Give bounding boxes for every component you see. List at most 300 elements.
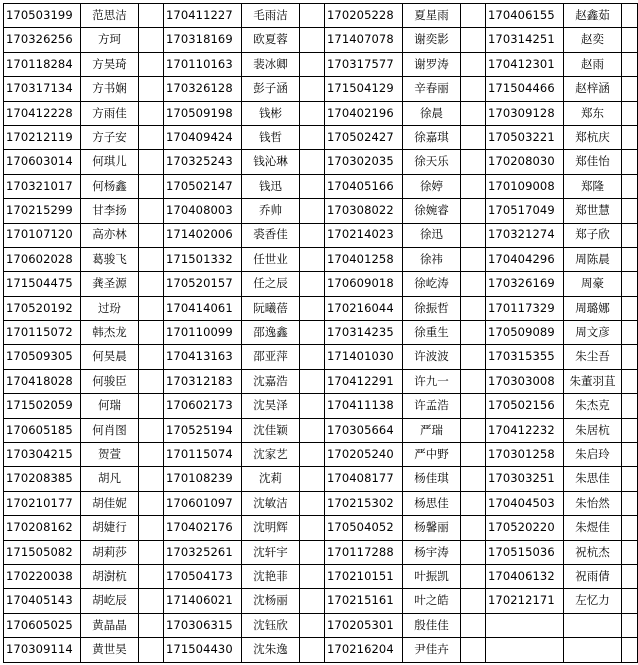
student-id-cell: 170509089 [486, 321, 564, 345]
student-name-cell: 辛春丽 [403, 77, 461, 101]
student-name-cell: 彭子涵 [242, 77, 300, 101]
student-id-cell: 170401258 [325, 247, 403, 271]
student-name-cell: 方雨佳 [81, 101, 139, 125]
student-name-cell [564, 638, 622, 662]
student-id-cell: 171504129 [325, 77, 403, 101]
student-name-cell: 朱尘吾 [564, 345, 622, 369]
blank-mark-cell [300, 369, 325, 393]
student-name-cell: 朱杰克 [564, 394, 622, 418]
blank-mark-cell [300, 418, 325, 442]
student-id-cell: 170301258 [486, 443, 564, 467]
student-id-cell: 170205301 [325, 613, 403, 637]
table-row [4, 150, 638, 174]
student-id-cell: 170212171 [486, 589, 564, 613]
student-id-cell: 170406155 [486, 4, 564, 28]
student-id-cell: 170210151 [325, 564, 403, 588]
student-id-cell: 170315355 [486, 345, 564, 369]
blank-mark-cell [139, 223, 164, 247]
blank-mark-cell [461, 369, 486, 393]
student-name-cell: 何琪儿 [81, 150, 139, 174]
student-id-cell: 170515036 [486, 540, 564, 564]
blank-mark-cell [622, 491, 638, 515]
student-name-cell: 郑子欣 [564, 223, 622, 247]
blank-mark-cell [622, 613, 638, 637]
student-name-cell: 徐重生 [403, 321, 461, 345]
table-row [4, 491, 638, 515]
student-id-cell: 170609018 [325, 272, 403, 296]
table-row [4, 345, 638, 369]
student-id-cell: 170517049 [486, 199, 564, 223]
blank-mark-cell [622, 174, 638, 198]
student-name-cell: 沈家艺 [242, 443, 300, 467]
student-id-cell: 170205228 [325, 4, 403, 28]
student-name-cell: 沈朱逸 [242, 638, 300, 662]
blank-mark-cell [139, 564, 164, 588]
student-id-cell: 170502156 [486, 394, 564, 418]
table-row [4, 638, 638, 662]
student-name-cell: 赵鑫茹 [564, 4, 622, 28]
blank-mark-cell [300, 394, 325, 418]
blank-mark-cell [300, 199, 325, 223]
blank-mark-cell [139, 247, 164, 271]
student-id-cell: 170210177 [4, 491, 81, 515]
student-id-cell: 170503221 [486, 125, 564, 149]
student-name-cell: 杨佳琪 [403, 467, 461, 491]
student-name-cell: 邵逸鑫 [242, 321, 300, 345]
student-id-cell: 171501332 [164, 247, 242, 271]
table-row [4, 272, 638, 296]
blank-mark-cell [461, 4, 486, 28]
blank-mark-cell [461, 199, 486, 223]
blank-mark-cell [622, 247, 638, 271]
student-name-cell: 何昊晨 [81, 345, 139, 369]
table-row [4, 443, 638, 467]
student-id-cell: 170325243 [164, 150, 242, 174]
student-name-cell: 钱沁琳 [242, 150, 300, 174]
blank-mark-cell [139, 369, 164, 393]
table-row [4, 418, 638, 442]
student-name-cell: 严中野 [403, 443, 461, 467]
student-name-cell: 祝杭杰 [564, 540, 622, 564]
student-name-cell: 沈敏洁 [242, 491, 300, 515]
blank-mark-cell [461, 223, 486, 247]
student-id-cell: 170502427 [325, 125, 403, 149]
blank-mark-cell [300, 125, 325, 149]
blank-mark-cell [461, 125, 486, 149]
table-row [4, 467, 638, 491]
blank-mark-cell [139, 321, 164, 345]
student-id-cell: 170208030 [486, 150, 564, 174]
student-name-cell: 郑佳怡 [564, 150, 622, 174]
blank-mark-cell [461, 589, 486, 613]
student-id-cell: 170115072 [4, 321, 81, 345]
student-id-cell: 170314235 [325, 321, 403, 345]
student-id-cell: 170308022 [325, 199, 403, 223]
blank-mark-cell [622, 223, 638, 247]
blank-mark-cell [622, 369, 638, 393]
blank-mark-cell [300, 345, 325, 369]
blank-mark-cell [622, 28, 638, 52]
student-name-cell: 沈轩宇 [242, 540, 300, 564]
student-name-cell: 朱居杭 [564, 418, 622, 442]
blank-mark-cell [300, 613, 325, 637]
student-id-cell: 170305664 [325, 418, 403, 442]
blank-mark-cell [139, 77, 164, 101]
student-name-cell: 黄世昊 [81, 638, 139, 662]
blank-mark-cell [622, 467, 638, 491]
blank-mark-cell [461, 272, 486, 296]
blank-mark-cell [139, 638, 164, 662]
student-name-cell: 贺萱 [81, 443, 139, 467]
blank-mark-cell [300, 272, 325, 296]
blank-mark-cell [622, 4, 638, 28]
blank-mark-cell [300, 4, 325, 28]
student-name-cell: 谢奕影 [403, 28, 461, 52]
student-id-cell: 170402176 [164, 516, 242, 540]
table-row [4, 516, 638, 540]
blank-mark-cell [461, 28, 486, 52]
student-id-cell: 170402196 [325, 101, 403, 125]
student-id-cell: 170412291 [325, 369, 403, 393]
student-name-cell: 裴冰卿 [242, 52, 300, 76]
student-name-cell: 胡婕行 [81, 516, 139, 540]
student-name-cell: 徐婷 [403, 174, 461, 198]
blank-mark-cell [461, 247, 486, 271]
student-id-cell: 171504466 [486, 77, 564, 101]
student-id-cell: 170216204 [325, 638, 403, 662]
table-row [4, 369, 638, 393]
student-id-cell: 170414061 [164, 296, 242, 320]
student-id-cell: 170405143 [4, 589, 81, 613]
blank-mark-cell [139, 589, 164, 613]
student-id-cell: 170117288 [325, 540, 403, 564]
table-row [4, 223, 638, 247]
student-id-cell: 170117329 [486, 296, 564, 320]
student-id-cell: 170304215 [4, 443, 81, 467]
blank-mark-cell [300, 467, 325, 491]
student-name-cell: 徐屹涛 [403, 272, 461, 296]
student-id-cell: 171402006 [164, 223, 242, 247]
blank-mark-cell [139, 613, 164, 637]
student-name-cell: 朱思佳 [564, 467, 622, 491]
student-name-cell: 尹佳卉 [403, 638, 461, 662]
blank-mark-cell [300, 77, 325, 101]
blank-mark-cell [461, 345, 486, 369]
blank-mark-cell [139, 467, 164, 491]
blank-mark-cell [622, 394, 638, 418]
student-name-cell: 徐婉睿 [403, 199, 461, 223]
blank-mark-cell [622, 345, 638, 369]
blank-mark-cell [622, 101, 638, 125]
student-id-cell: 171407078 [325, 28, 403, 52]
blank-mark-cell [622, 638, 638, 662]
table-row [4, 28, 638, 52]
student-id-cell: 170503199 [4, 4, 81, 28]
student-id-cell: 170405166 [325, 174, 403, 198]
blank-mark-cell [461, 516, 486, 540]
student-id-cell: 170309114 [4, 638, 81, 662]
student-id-cell: 170205240 [325, 443, 403, 467]
student-id-cell: 170602173 [164, 394, 242, 418]
student-name-cell: 胡澍杭 [81, 564, 139, 588]
student-name-cell: 沈莉 [242, 467, 300, 491]
student-name-cell: 沈杨丽 [242, 589, 300, 613]
student-id-cell: 170605025 [4, 613, 81, 637]
student-id-cell: 170208162 [4, 516, 81, 540]
student-name-cell: 沈艳菲 [242, 564, 300, 588]
student-name-cell: 叶振凯 [403, 564, 461, 588]
table-row [4, 101, 638, 125]
blank-mark-cell [300, 540, 325, 564]
student-name-cell: 周璐娜 [564, 296, 622, 320]
table-row [4, 589, 638, 613]
student-id-cell: 170318169 [164, 28, 242, 52]
blank-mark-cell [622, 516, 638, 540]
student-name-cell: 方珂 [81, 28, 139, 52]
table-row [4, 613, 638, 637]
student-id-cell: 170115074 [164, 443, 242, 467]
student-name-cell: 郑隆 [564, 174, 622, 198]
student-id-cell: 170118284 [4, 52, 81, 76]
student-id-cell: 170326169 [486, 272, 564, 296]
student-id-cell: 170326128 [164, 77, 242, 101]
student-id-cell: 171504430 [164, 638, 242, 662]
student-name-cell: 裘香佳 [242, 223, 300, 247]
student-name-cell: 许九一 [403, 369, 461, 393]
student-name-cell: 郑东 [564, 101, 622, 125]
student-id-cell: 170520192 [4, 296, 81, 320]
blank-mark-cell [461, 150, 486, 174]
table-row [4, 247, 638, 271]
student-id-cell: 170411138 [325, 394, 403, 418]
blank-mark-cell [461, 394, 486, 418]
blank-mark-cell [139, 52, 164, 76]
student-name-cell: 赵梓涵 [564, 77, 622, 101]
student-name-cell: 杨宇涛 [403, 540, 461, 564]
blank-mark-cell [139, 28, 164, 52]
blank-mark-cell [139, 516, 164, 540]
student-id-cell: 170215299 [4, 199, 81, 223]
student-name-cell: 谢罗涛 [403, 52, 461, 76]
blank-mark-cell [622, 272, 638, 296]
student-id-cell: 170302035 [325, 150, 403, 174]
student-name-cell: 沈嘉浩 [242, 369, 300, 393]
student-id-cell: 170108239 [164, 467, 242, 491]
student-id-cell: 171505082 [4, 540, 81, 564]
blank-mark-cell [300, 247, 325, 271]
student-id-cell: 170412232 [486, 418, 564, 442]
student-name-cell: 周陈晨 [564, 247, 622, 271]
blank-mark-cell [622, 77, 638, 101]
student-name-cell: 徐嘉琪 [403, 125, 461, 149]
student-id-cell: 170303008 [486, 369, 564, 393]
table-row [4, 321, 638, 345]
student-name-cell: 邵亚萍 [242, 345, 300, 369]
table-row [4, 564, 638, 588]
student-name-cell [564, 613, 622, 637]
student-name-cell: 郑世慧 [564, 199, 622, 223]
student-name-cell: 何骏臣 [81, 369, 139, 393]
student-id-cell: 170321274 [486, 223, 564, 247]
blank-mark-cell [300, 150, 325, 174]
blank-mark-cell [622, 321, 638, 345]
student-name-cell: 钱彬 [242, 101, 300, 125]
student-id-cell: 170601097 [164, 491, 242, 515]
blank-mark-cell [300, 174, 325, 198]
student-name-cell: 甘李扬 [81, 199, 139, 223]
table-row [4, 540, 638, 564]
student-name-cell: 方子安 [81, 125, 139, 149]
student-name-cell: 何肖图 [81, 418, 139, 442]
blank-mark-cell [622, 125, 638, 149]
student-name-cell: 赵雨 [564, 52, 622, 76]
student-name-cell: 龚圣源 [81, 272, 139, 296]
blank-mark-cell [139, 174, 164, 198]
student-name-cell: 杨思佳 [403, 491, 461, 515]
blank-mark-cell [461, 467, 486, 491]
student-name-cell: 赵奕 [564, 28, 622, 52]
blank-mark-cell [622, 540, 638, 564]
table-row [4, 296, 638, 320]
student-id-cell: 170520157 [164, 272, 242, 296]
blank-mark-cell [139, 125, 164, 149]
blank-mark-cell [461, 52, 486, 76]
blank-mark-cell [461, 418, 486, 442]
student-id-cell: 170509305 [4, 345, 81, 369]
student-id-cell: 170413163 [164, 345, 242, 369]
blank-mark-cell [461, 321, 486, 345]
student-id-cell: 170404503 [486, 491, 564, 515]
student-name-cell: 何瑞 [81, 394, 139, 418]
student-name-cell: 胡凡 [81, 467, 139, 491]
blank-mark-cell [139, 394, 164, 418]
student-name-cell: 徐迅 [403, 223, 461, 247]
student-name-cell: 徐振哲 [403, 296, 461, 320]
table-row [4, 52, 638, 76]
student-name-cell: 沈昊泽 [242, 394, 300, 418]
blank-mark-cell [139, 345, 164, 369]
student-name-cell: 高亦林 [81, 223, 139, 247]
student-id-cell: 170418028 [4, 369, 81, 393]
blank-mark-cell [622, 443, 638, 467]
student-id-cell: 170317577 [325, 52, 403, 76]
student-id-cell: 170509198 [164, 101, 242, 125]
blank-mark-cell [461, 638, 486, 662]
student-name-cell: 叶之皓 [403, 589, 461, 613]
student-id-cell: 170605185 [4, 418, 81, 442]
student-id-cell: 170602028 [4, 247, 81, 271]
blank-mark-cell [300, 443, 325, 467]
student-id-cell: 170525194 [164, 418, 242, 442]
student-name-cell: 葛骏飞 [81, 247, 139, 271]
student-id-cell: 170214023 [325, 223, 403, 247]
blank-mark-cell [300, 516, 325, 540]
blank-mark-cell [461, 613, 486, 637]
blank-mark-cell [300, 589, 325, 613]
blank-mark-cell [300, 223, 325, 247]
student-id-cell [486, 613, 564, 637]
blank-mark-cell [300, 101, 325, 125]
blank-mark-cell [139, 540, 164, 564]
student-name-cell: 严瑞 [403, 418, 461, 442]
blank-mark-cell [622, 589, 638, 613]
student-name-cell: 徐祎 [403, 247, 461, 271]
blank-mark-cell [461, 174, 486, 198]
student-id-cell: 170309128 [486, 101, 564, 125]
student-name-cell: 左忆力 [564, 589, 622, 613]
student-name-cell: 过玢 [81, 296, 139, 320]
student-id-cell: 170520220 [486, 516, 564, 540]
student-id-cell: 170412301 [486, 52, 564, 76]
blank-mark-cell [139, 199, 164, 223]
student-name-cell: 沈佳颖 [242, 418, 300, 442]
blank-mark-cell [622, 52, 638, 76]
blank-mark-cell [461, 491, 486, 515]
student-id-cell: 170326256 [4, 28, 81, 52]
student-id-cell: 170504173 [164, 564, 242, 588]
student-name-cell: 殷佳佳 [403, 613, 461, 637]
blank-mark-cell [139, 101, 164, 125]
blank-mark-cell [139, 150, 164, 174]
student-name-cell: 夏星雨 [403, 4, 461, 28]
table-row [4, 174, 638, 198]
blank-mark-cell [622, 150, 638, 174]
blank-mark-cell [461, 540, 486, 564]
student-name-cell: 朱董羽苴 [564, 369, 622, 393]
student-id-cell: 170303251 [486, 467, 564, 491]
student-name-cell: 任之辰 [242, 272, 300, 296]
blank-mark-cell [622, 418, 638, 442]
student-id-cell: 171401030 [325, 345, 403, 369]
student-name-cell: 乔帅 [242, 199, 300, 223]
student-name-cell: 许孟浩 [403, 394, 461, 418]
student-id-cell: 170406132 [486, 564, 564, 588]
student-name-cell: 周豪 [564, 272, 622, 296]
student-name-cell: 朱煜佳 [564, 516, 622, 540]
student-roster-table [3, 3, 638, 663]
student-name-cell: 范思洁 [81, 4, 139, 28]
student-name-cell: 朱启玲 [564, 443, 622, 467]
table-row [4, 199, 638, 223]
table-row [4, 77, 638, 101]
blank-mark-cell [139, 272, 164, 296]
blank-mark-cell [461, 443, 486, 467]
blank-mark-cell [461, 564, 486, 588]
student-id-cell: 170321017 [4, 174, 81, 198]
student-id-cell: 170409424 [164, 125, 242, 149]
student-name-cell: 郑杭庆 [564, 125, 622, 149]
table-row [4, 125, 638, 149]
student-name-cell: 欧夏蓉 [242, 28, 300, 52]
student-name-cell: 钱哲 [242, 125, 300, 149]
student-name-cell: 阮曦蓓 [242, 296, 300, 320]
roster-body [4, 4, 638, 663]
student-id-cell: 170216044 [325, 296, 403, 320]
student-name-cell: 徐天乐 [403, 150, 461, 174]
student-id-cell: 171502059 [4, 394, 81, 418]
student-name-cell: 周文彦 [564, 321, 622, 345]
student-id-cell: 171504475 [4, 272, 81, 296]
blank-mark-cell [139, 4, 164, 28]
blank-mark-cell [622, 199, 638, 223]
blank-mark-cell [139, 296, 164, 320]
student-name-cell: 任世业 [242, 247, 300, 271]
student-id-cell: 170215161 [325, 589, 403, 613]
student-name-cell: 杨馨丽 [403, 516, 461, 540]
student-name-cell: 徐晨 [403, 101, 461, 125]
student-id-cell: 170325261 [164, 540, 242, 564]
student-id-cell: 170109008 [486, 174, 564, 198]
